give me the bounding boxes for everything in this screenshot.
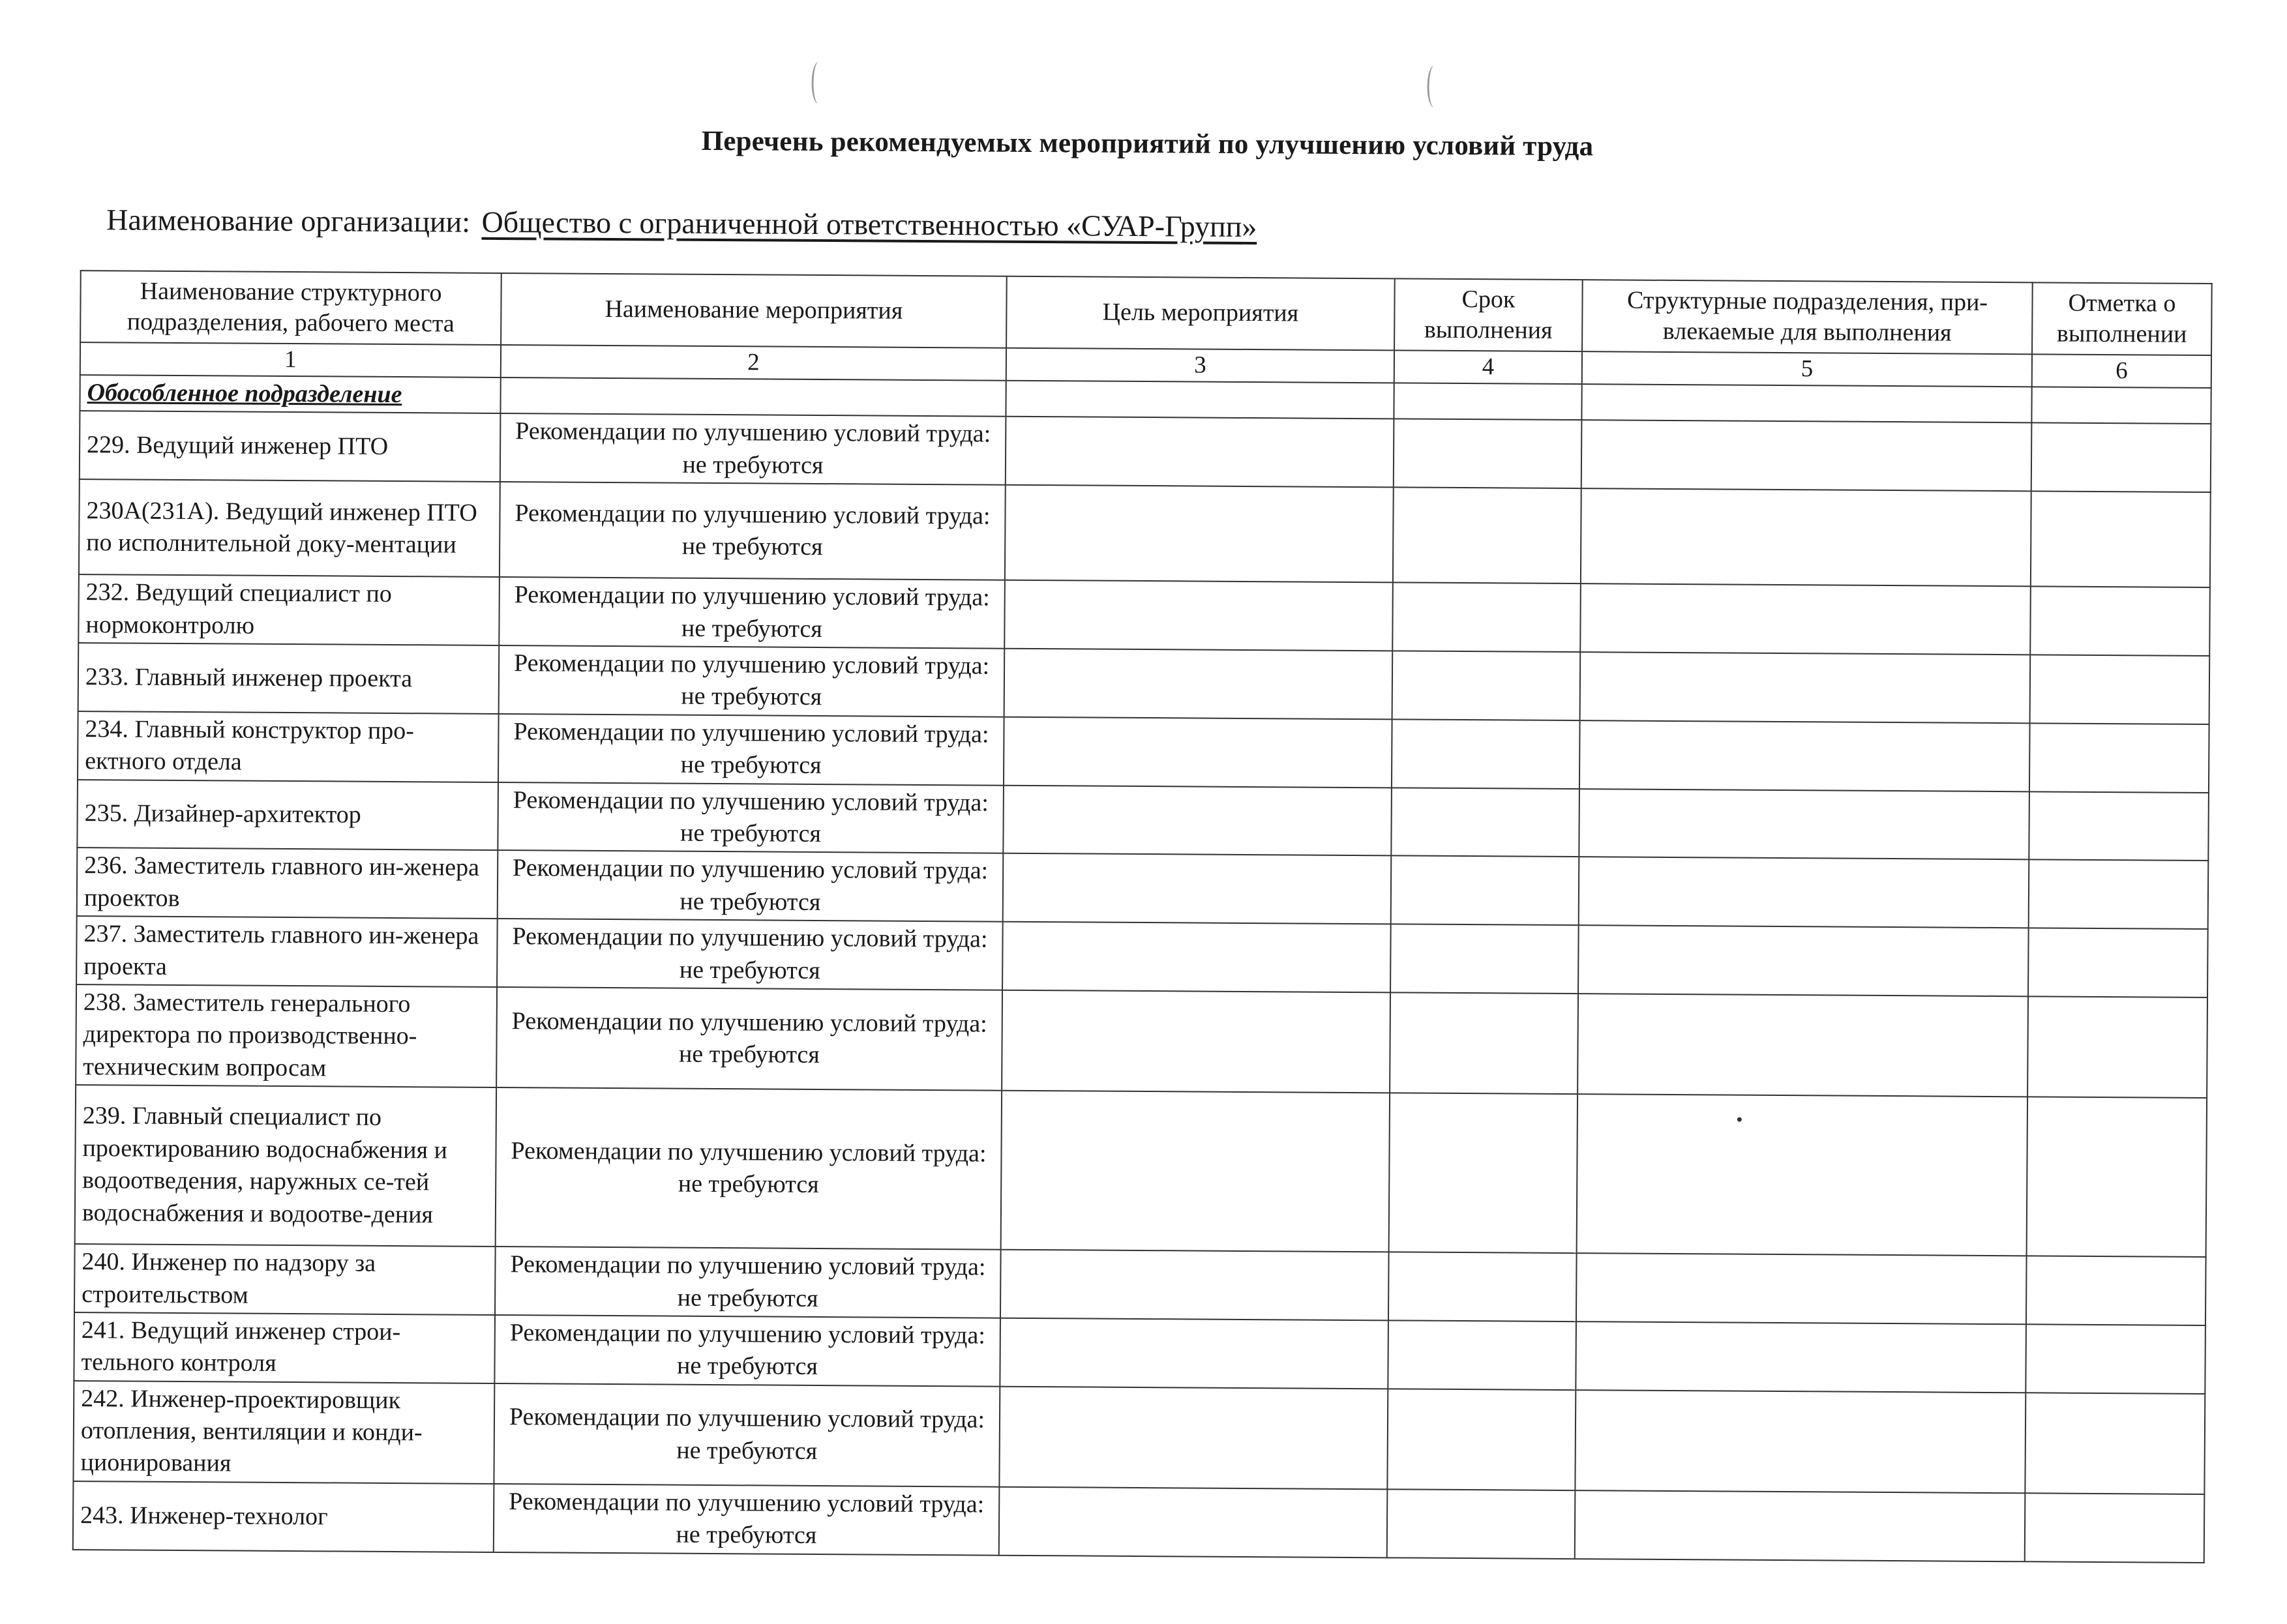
departments-cell [1578,925,2029,996]
goal-cell [1003,853,1392,924]
table-row [78,711,2209,793]
goal-cell [999,1487,1388,1558]
table-row [75,1085,2207,1257]
measure-cell: Рекомендации по улучшению условий труда: не требуются [498,850,1004,922]
workplace-cell: 238. Заместитель генерального директора по производственно-техническим вопросам [76,984,497,1087]
column-number: 6 [2032,354,2211,388]
completion-mark-cell [2027,996,2207,1098]
completion-mark-cell [2031,423,2211,492]
table-row [76,916,2208,997]
measures-table [72,270,2213,1563]
deadline-cell [1391,856,1579,926]
column-header: Цель мероприятия [1006,276,1395,351]
departments-cell [1581,488,2031,586]
measure-cell: Рекомендации по улучшению условий труда: не требуются [496,1087,1002,1250]
deadline-cell [1389,1093,1577,1253]
departments-cell [1581,421,2032,492]
table-row [74,1312,2205,1394]
deadline-cell [1390,992,1578,1094]
table-row [77,848,2209,929]
goal-cell [1005,485,1394,583]
deadline-cell [1391,788,1579,857]
completion-mark-cell [2029,860,2209,929]
completion-mark-cell [2027,1097,2207,1257]
deadline-cell [1388,1320,1576,1390]
workplace-cell: 237. Заместитель главного ин-женера проекта [76,916,498,987]
departments-cell [1579,789,2029,860]
completion-mark-cell [2025,1324,2205,1393]
table-row [77,780,2209,861]
organization-line [106,202,1272,244]
measure-cell: Рекомендации по улучшению условий труда: не требуются [499,577,1005,649]
completion-mark-cell [2025,1393,2205,1494]
measure-cell: Рекомендации по улучшению условий труда: не требуются [499,645,1005,717]
deadline-cell [1392,719,1580,789]
departments-cell [1580,652,2031,723]
workplace-cell: 235. Дизайнер-архитектор [77,780,498,851]
goal-cell [1004,580,1393,651]
workplace-cell: 241. Ведущий инженер строи-тельного контроля [74,1312,495,1383]
column-header: Наименование мероприятия [501,273,1007,348]
table-row [78,574,2210,656]
column-header: Структурные подразделения, при-влекаемые для выполнения [1582,280,2033,354]
measure-cell: Рекомендации по улучшению условий труда: не требуются [498,714,1004,786]
punch-hole-mark [811,62,825,104]
column-number: 5 [1582,351,2032,387]
completion-mark-cell [2031,492,2211,588]
goal-cell [1003,785,1392,855]
goal-cell [1000,1318,1388,1389]
goal-cell [1000,1250,1389,1320]
measure-cell: Рекомендации по улучшению условий труда: не требуются [500,482,1006,580]
table-row [73,1481,2205,1563]
measure-cell: Рекомендации по улучшению условий труда: не требуются [500,413,1006,485]
goal-cell [1002,990,1390,1093]
measure-cell: Рекомендации по улучшению условий труда: не требуются [497,919,1003,990]
deadline-cell [1388,1252,1577,1321]
goal-cell [1006,417,1394,487]
goal-cell [1001,1091,1390,1252]
departments-cell [1575,1490,2025,1561]
workplace-cell: 230А(231А). Ведущий инженер ПТО по исполнительной доку-ментации [79,479,500,577]
completion-mark-cell [2029,791,2209,861]
workplace-cell: 243. Инженер-технолог [73,1481,494,1552]
column-header: Наименование структурного подразделения, рабочего места [80,271,501,345]
workplace-cell: 236. Заместитель главного ин-женера проектов [77,848,498,919]
table-row [74,1244,2206,1325]
departments-cell [1576,1321,2026,1393]
departments-cell [1577,1094,2027,1256]
workplace-cell: 234. Главный конструктор про-ектного отдела [78,711,499,782]
workplace-cell: 242. Инженер-проектировщик отопления, вентиляции и конди-ционирования [73,1381,494,1484]
completion-mark-cell [2030,655,2210,724]
departments-cell [1576,1253,2027,1324]
goal-cell [1004,717,1392,788]
table-row [80,411,2211,493]
deadline-cell [1387,1489,1576,1559]
column-header: Срок выполнения [1394,278,1583,351]
organization-label: Наименование организации: [106,203,471,239]
completion-mark-cell [2026,1256,2206,1325]
goal-cell [1002,922,1391,992]
goal-cell [999,1386,1388,1489]
departments-cell [1579,720,2030,791]
column-number: 3 [1006,348,1394,383]
departments-cell [1580,583,2031,655]
completion-mark-cell [2028,928,2208,997]
completion-mark-cell [2029,723,2209,792]
column-number: 1 [80,342,501,377]
measure-cell: Рекомендации по улучшению условий труда: не требуются [495,1247,1001,1318]
departments-cell [1579,857,2029,928]
completion-mark-cell [2025,1493,2205,1562]
column-number: 4 [1394,350,1582,384]
table-row [78,643,2210,724]
table-row [73,1381,2205,1494]
organization-value: Общество с ограниченной ответственностью «СУАР-Групп» [481,205,1257,244]
section-label: Обособленное подразделение [80,375,500,413]
deadline-cell [1390,924,1579,994]
workplace-cell: 232. Ведущий специалист по нормоконтролю [78,574,500,645]
measure-cell: Рекомендации по улучшению условий труда: не требуются [498,782,1004,854]
column-header: Отметка о выполнении [2032,282,2212,355]
deadline-cell [1393,488,1581,584]
workplace-cell: 233. Главный инженер проекта [78,643,500,714]
table-row [76,984,2207,1098]
departments-cell [1575,1390,2025,1493]
measure-cell: Рекомендации по улучшению условий труда: не требуются [494,1383,1000,1487]
column-number: 2 [501,345,1006,381]
completion-mark-cell [2030,587,2210,656]
workplace-cell: 240. Инженер по надзору за строительством [74,1244,496,1315]
document-title: Перечень рекомендуемых мероприятий по улучшению условий труда [701,125,1594,162]
goal-cell [1004,649,1393,719]
punch-hole-mark [1427,66,1441,108]
measure-cell: Рекомендации по улучшению условий труда: не требуются [494,1484,1000,1556]
table-row [79,479,2211,587]
scan-speck [1737,1117,1742,1122]
deadline-cell [1387,1389,1576,1490]
workplace-cell: 229. Ведущий инженер ПТО [80,411,501,482]
measure-cell: Рекомендации по улучшению условий труда: не требуются [496,987,1002,1091]
departments-cell [1577,994,2028,1097]
measure-cell: Рекомендации по улучшению условий труда: не требуются [494,1315,1000,1387]
header-row [80,271,2212,355]
deadline-cell [1392,651,1581,720]
deadline-cell [1392,583,1581,653]
workplace-cell: 239. Главный специалист по проектированию водоснабжения и водоотведения, наружных се-тей водоснабжения и водоотве-дения [75,1085,496,1247]
deadline-cell [1394,419,1582,489]
